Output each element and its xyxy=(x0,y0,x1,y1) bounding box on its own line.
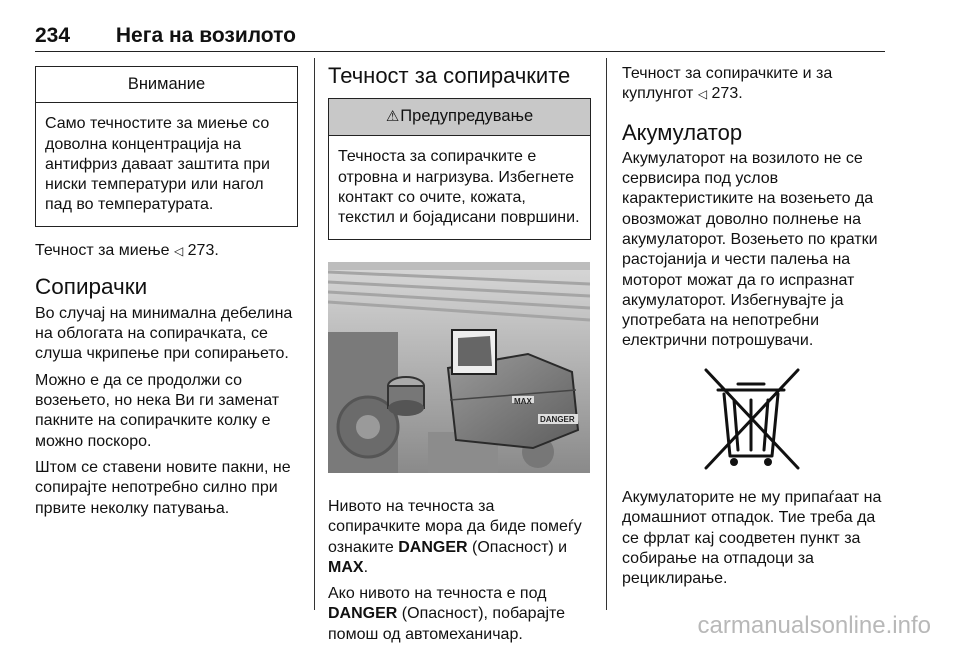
watermark: carmanualsonline.info xyxy=(697,612,931,639)
column-right xyxy=(622,64,885,596)
warning-box xyxy=(328,98,591,239)
paragraph: Акумулаторите не му припаѓаат на домашниот отпадок. Тие треба да се фрлат кај соодветен пункт за собирање на отпадоци за рециклирање. xyxy=(622,489,882,588)
chapter-title: Нега на возилото xyxy=(115,24,296,47)
section-title-battery: Акумулатор xyxy=(622,119,743,145)
paragraph: Во случај на минимална дебелина на облогата на сопирачката, се слуша чкрипење при сопирањето. xyxy=(35,304,293,363)
paragraph: Ако нивото на течноста е под DANGER (Опасност), побарајте помош од автомеханичар. xyxy=(328,585,566,643)
notice-box xyxy=(35,66,298,227)
crossed-bin-recycling-icon xyxy=(622,364,885,474)
warning-body: Течноста за сопирачките е отровна и нагризува. Избегнете контакт со очите, кожата, текстил и бојадисани површини. xyxy=(338,148,580,227)
column-divider-1 xyxy=(314,58,315,610)
notice-heading: Внимание xyxy=(36,67,297,103)
section-title-brake-fluid: Течност за сопирачките xyxy=(328,63,571,88)
danger-mark-label: DANGER xyxy=(540,414,575,424)
reference-arrow-icon: ◁ xyxy=(697,87,708,102)
warning-heading: ⚠Предупредување xyxy=(329,99,590,136)
column-middle xyxy=(328,64,591,651)
page-number: 234 xyxy=(35,24,71,47)
reference-arrow-icon: ◁ xyxy=(173,243,184,258)
brake-fluid-reservoir-photo xyxy=(328,262,590,473)
page-header xyxy=(35,24,296,48)
notice-body: Само течностите за миење со доволна концентрација на антифриз даваат заштита при ниски температури или нагол пад во температурата. xyxy=(45,115,270,214)
max-mark-label: MAX xyxy=(514,396,532,406)
paragraph: Нивото на течноста за сопирачките мора да биде помеѓу ознаките DANGER (Опасност) и MAX. xyxy=(328,497,582,576)
section-title-brakes: Сопирачки xyxy=(35,274,148,300)
paragraph: Можно е да се продолжи со возењето, но нека Ви ги заменат пакните на сопирачките колку е можно поскоро. xyxy=(35,371,280,450)
paragraph: Штом се ставени новите пакни, не сопирајте непотребно силно при првите неколку патувања. xyxy=(35,458,291,517)
column-divider-2 xyxy=(606,58,607,610)
header-rule xyxy=(35,51,885,52)
cross-reference: Течност за миење ◁ 273. xyxy=(35,241,219,259)
warning-triangle-icon: ⚠ xyxy=(385,108,400,126)
cross-reference: Течност за сопирачките и за куплунгот ◁ 273. xyxy=(622,65,833,103)
paragraph: Акумулаторот на возилото не се сервисира под услов карактеристиките на возењето да овозможат доволно полнење на акумулаторот. Возењето по кратки растојанија и чести палења на моторот можат да го испразнат акумулаторот. Избегнувајте ја употребата на непотребни електрични потрошувачи. xyxy=(622,149,878,350)
column-left xyxy=(35,66,298,525)
